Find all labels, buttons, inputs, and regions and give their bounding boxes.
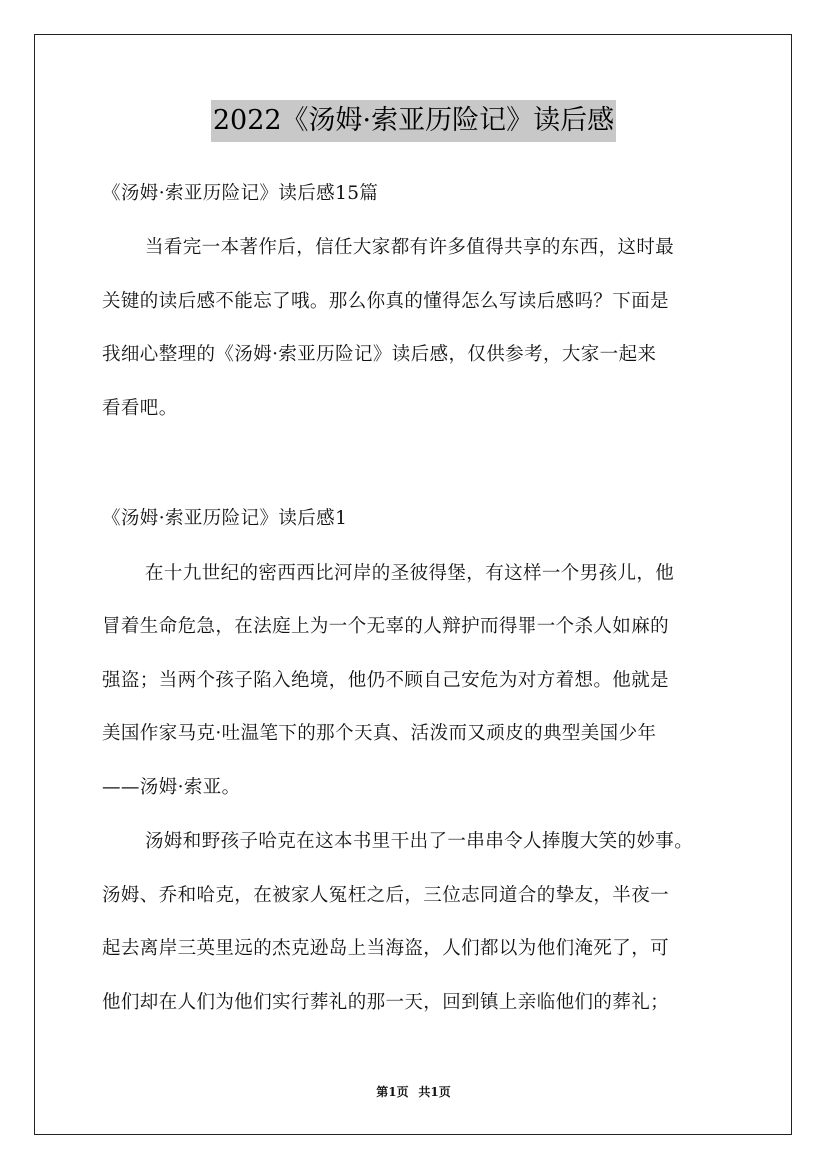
paragraph-1-line-5: ——汤姆·索亚。	[102, 777, 241, 798]
document-title: 2022《汤姆·索亚历险记》读后感	[211, 100, 616, 142]
intro-line-4: 看看吧。	[102, 398, 178, 419]
paragraph-2-line-4: 他们却在人们为他们实行葬礼的那一天，回到镇上亲临他们的葬礼；	[102, 992, 670, 1013]
page-footer	[0, 1083, 827, 1100]
intro-line-2: 关键的读后感不能忘了哦。那么你真的懂得怎么写读后感吗？下面是	[102, 291, 670, 312]
section-heading: 《汤姆·索亚历险记》读后感1	[102, 508, 348, 529]
paragraph-1-line-3: 强盗；当两个孩子陷入绝境，他仍不顾自己安危为对方着想。他就是	[102, 670, 670, 691]
paragraph-2-line-2: 汤姆、乔和哈克，在被家人冤枉之后，三位志同道合的挚友，半夜一	[102, 885, 670, 906]
paragraph-1-line-2: 冒着生命危急，在法庭上为一个无辜的人辩护而得罪一个杀人如麻的	[102, 616, 670, 637]
paragraph-1-line-4: 美国作家马克·吐温笔下的那个天真、活泼而又顽皮的典型美国少年	[102, 723, 657, 744]
page-total: 共1页	[418, 1085, 451, 1099]
intro-line-1: 当看完一本著作后，信任大家都有许多值得共享的东西，这时最	[145, 237, 675, 258]
title-container	[0, 100, 827, 142]
paragraph-1-line-1: 在十九世纪的密西西比河岸的圣彼得堡，有这样一个男孩儿，他	[145, 563, 675, 584]
page-number: 第1页	[376, 1085, 409, 1099]
intro-line-3: 我细心整理的《汤姆·索亚历险记》读后感，仅供参考，大家一起来	[102, 344, 657, 365]
document-subtitle: 《汤姆·索亚历险记》读后感15篇	[102, 183, 379, 204]
paragraph-2-line-1: 汤姆和野孩子哈克在这本书里干出了一串串令人捧腹大笑的妙事。	[145, 831, 694, 852]
paragraph-2-line-3: 起去离岸三英里远的杰克逊岛上当海盗，人们都以为他们淹死了，可	[102, 938, 670, 959]
